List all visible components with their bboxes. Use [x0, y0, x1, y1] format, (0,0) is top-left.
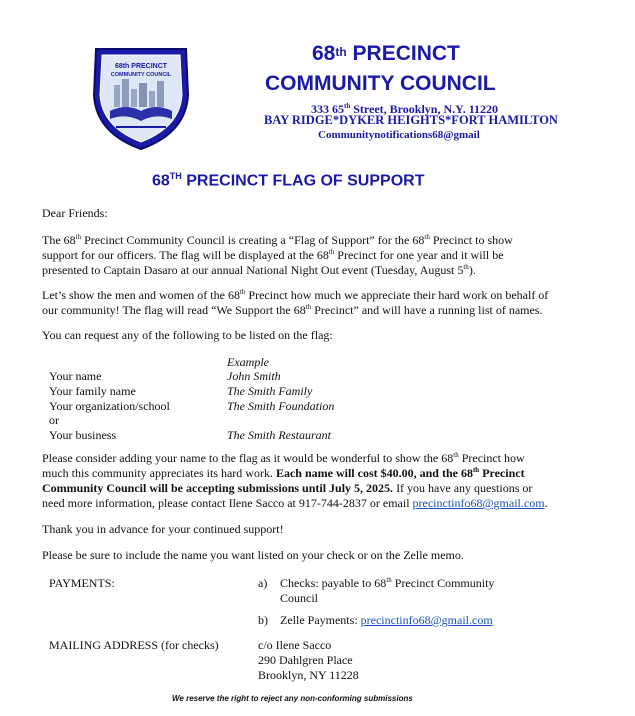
council-email: Communitynotifications68@gmail [318, 129, 480, 141]
option-row: Your organization/school [49, 399, 170, 413]
mailing-line3: Brooklyn, NY 11228 [258, 668, 359, 682]
flag-title: 68TH PRECINCT FLAG OF SUPPORT [152, 171, 425, 190]
option-row: Your name [49, 369, 102, 383]
logo-text-1: 68th PRECINCT [114, 63, 168, 70]
payment-checks-line2: Council [280, 591, 318, 605]
council-title-line2: COMMUNITY COUNCIL [265, 72, 496, 95]
mailing-line1: c/o Ilene Sacco [258, 638, 332, 652]
paragraph-request: You can request any of the following to be listed on the flag: [42, 328, 333, 342]
paragraph-cost: Please consider adding your name to the flag as it would be wonderful to show the 68th Precinct how much this community appreciates its hard work. Each name will cost $40.00, and the 68th Precinct Community Council will be accepting submissions until July 5, 2025. If you have any questions or need more information, please contact Ilene Sacco at 917-744-2837 or email precinctinfo68@gmail.com. [42, 451, 548, 510]
paragraph-include-name: Please be sure to include the name you want listed on your check or on the Zelle memo. [42, 548, 464, 562]
payments-label: PAYMENTS: [49, 576, 115, 590]
option-example: John Smith [227, 369, 281, 383]
payment-checks: Checks: payable to 68th Precinct Community [280, 576, 495, 590]
paragraph-flag-intro: The 68th Precinct Community Council is creating a “Flag of Support” for the 68th Precinct to show support for our officers. The flag will be displayed at the 68th Precinct for one year and it will be presented to Captain Dasaro at our annual National Night Out event (Tuesday, August 5th). [42, 233, 513, 277]
option-row: Your family name [49, 384, 136, 398]
mailing-label: MAILING ADDRESS (for checks) [49, 638, 219, 652]
paragraph-appreciation: Let’s show the men and women of the 68th Precinct how much we appreciate their hard work on behalf of our community! The flag will read “We Support the 68th Precinct” and will have a running list of names. [42, 288, 549, 317]
paragraph-thanks: Thank you in advance for your continued support! [42, 522, 284, 536]
mailing-line2: 290 Dahlgren Place [258, 653, 353, 667]
contact-email-link[interactable]: precinctinfo68@gmail.com [412, 496, 545, 510]
payment-a-marker: a) [258, 576, 268, 590]
option-row: or [49, 413, 59, 427]
council-title-line1: 68th PRECINCT [312, 42, 460, 65]
payment-b-marker: b) [258, 613, 268, 627]
option-example: The Smith Restaurant [227, 428, 331, 442]
council-neighborhoods: BAY RIDGE*DYKER HEIGHTS*FORT HAMILTON [264, 113, 558, 127]
option-row: Your business [49, 428, 117, 442]
payment-zelle: Zelle Payments: precinctinfo68@gmail.com [280, 613, 493, 627]
council-address: 333 65th Street, Brooklyn, N.Y. 11220 [311, 102, 499, 116]
logo-text-2: COMMUNITY COUNCIL [110, 72, 172, 78]
greeting: Dear Friends: [42, 206, 108, 220]
option-example: The Smith Foundation [227, 399, 335, 413]
option-example: The Smith Family [227, 384, 313, 398]
example-header: Example [227, 355, 269, 369]
zelle-email-link[interactable]: precinctinfo68@gmail.com [360, 613, 493, 627]
footer-disclaimer: We reserve the right to reject any non-conforming submissions [172, 694, 413, 703]
council-logo [86, 45, 196, 153]
